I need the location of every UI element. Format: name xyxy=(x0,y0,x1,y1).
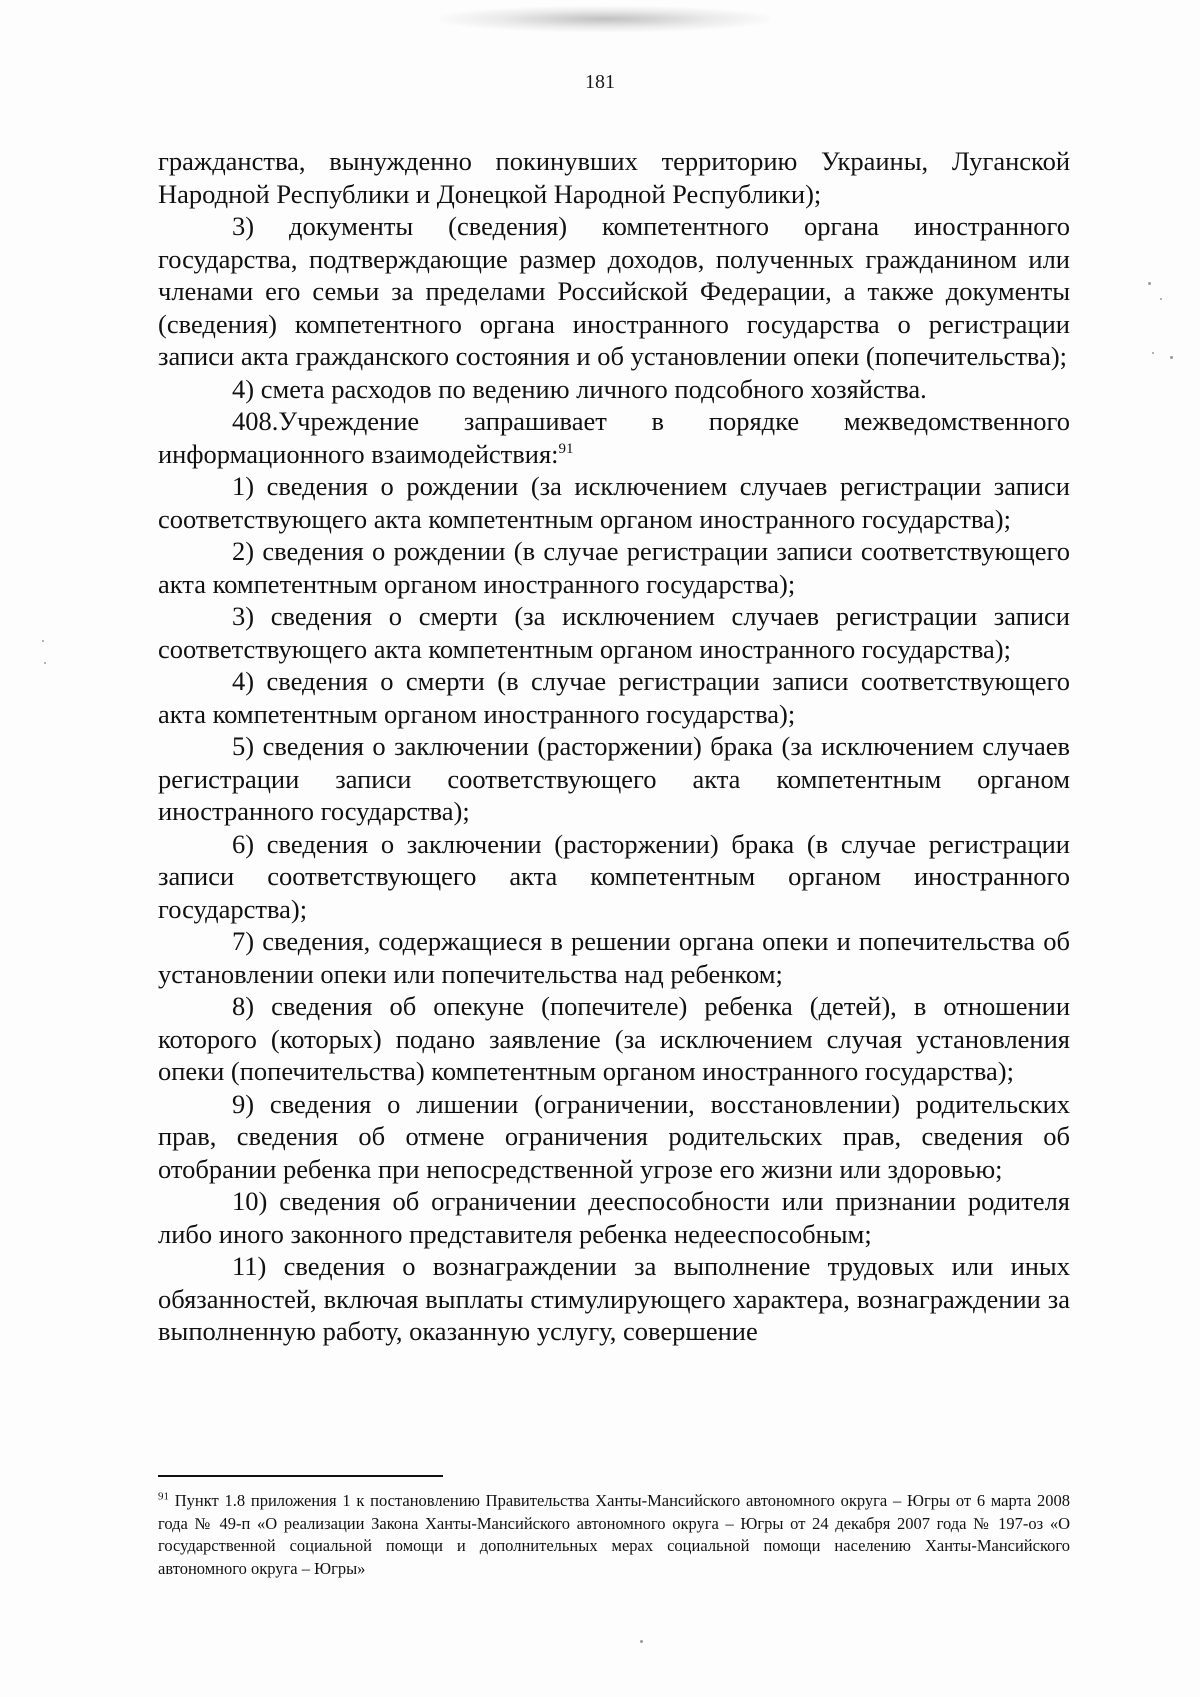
paragraph xyxy=(158,730,1070,828)
scan-speck xyxy=(1152,352,1154,354)
paragraph xyxy=(158,373,1070,406)
footnote xyxy=(158,1490,1070,1580)
paragraph xyxy=(158,828,1070,926)
paragraph xyxy=(158,990,1070,1088)
paragraph-text: 11) сведения о вознаграждении за выполнение трудовых или иных обязанностей, включая выплаты стимулирующего характера, вознаграждении за выполненную работу, оказанную услугу, совершение xyxy=(158,1251,1070,1346)
paragraph xyxy=(158,1250,1070,1348)
paragraph-text: 7) сведения, содержащиеся в решении органа опеки и попечительства об установлении опеки или попечительства над ребенком; xyxy=(158,926,1070,989)
footnote-text: Пункт 1.8 приложения 1 к постановлению Правительства Ханты-Мансийского автономного округа – Югры от 6 марта 2008 года № 49-п «О реализации Закона Ханты-Мансийского автономного округа – Югры от 24 декабря 2007 года № 197-оз «О государственной социальной помощи и дополнительных мерах социальной помощи населению Ханты-Мансийского автономного округа – Югры» xyxy=(158,1491,1070,1578)
paragraph xyxy=(158,925,1070,990)
paragraph xyxy=(158,1185,1070,1250)
paragraph xyxy=(158,210,1070,373)
paragraph-text: 3) сведения о смерти (за исключением случаев регистрации записи соответствующего акта компетентным органом иностранного государства); xyxy=(158,601,1070,664)
paragraph-text: 9) сведения о лишении (ограничении, восстановлении) родительских прав, сведения об отмене ограничения родительских прав, сведения об отобрании ребенка при непосредственной угрозе его жизни или здоровью; xyxy=(158,1088,1070,1184)
paragraph xyxy=(158,405,1070,470)
page-number: 181 xyxy=(585,71,615,93)
scan-speck xyxy=(1148,282,1151,285)
paragraph xyxy=(158,1088,1070,1186)
footnote-marker: 91 xyxy=(158,1490,169,1503)
footnote-reference: 91 xyxy=(558,440,574,457)
paragraph-text: 3) документы (сведения) компетентного органа иностранного государства, подтверждающие размер доходов, полученных гражданином или членами его семьи за пределами Российской Федерации, а также документы (сведения) компетентного органа иностранного государства о регистрации записи акта гражданского состояния и об установлении опеки (попечительства); xyxy=(158,211,1070,371)
paragraph xyxy=(158,470,1070,535)
paragraph-text: 5) сведения о заключении (расторжении) брака (за исключением случаев регистрации записи соответствующего акта компетентным органом иностранного государства); xyxy=(158,731,1070,826)
paragraph xyxy=(158,535,1070,600)
paragraph-text: гражданства, вынужденно покинувших территорию Украины, Луганской Народной Республики и Донецкой Народной Республики); xyxy=(158,146,1070,209)
scan-speck xyxy=(1160,298,1162,300)
paragraph-text: 4) смета расходов по ведению личного подсобного хозяйства. xyxy=(232,373,927,404)
paragraph-text: 10) сведения об ограничении дееспособности или признании родителя либо иного законного представителя ребенка недееспособным; xyxy=(158,1186,1070,1249)
paragraph-text: 408.Учреждение запрашивает в порядке межведомственного информационного взаимодействия: xyxy=(158,406,1070,469)
scan-speck xyxy=(640,1640,643,1643)
scan-smudge xyxy=(440,6,770,32)
paragraph-text: 4) сведения о смерти (в случае регистрации записи соответствующего акта компетентным органом иностранного государства); xyxy=(158,666,1070,729)
scan-speck xyxy=(1170,356,1173,359)
paragraph-text: 6) сведения о заключении (расторжении) брака (в случае регистрации записи соответствующего акта компетентным органом иностранного государства); xyxy=(158,828,1070,924)
paragraph-text: 2) сведения о рождении (в случае регистрации записи соответствующего акта компетентным органом иностранного государства); xyxy=(158,536,1070,599)
paragraph-text: 8) сведения об опекуне (попечителе) ребенка (детей), в отношении которого (которых) подано заявление (за исключением случая установления опеки (попечительства) компетентным органом иностранного государства); xyxy=(158,991,1070,1086)
document-body xyxy=(158,145,1070,1348)
scan-speck xyxy=(42,640,44,642)
paragraph xyxy=(158,665,1070,730)
scan-speck xyxy=(44,662,46,664)
paragraph-text: 1) сведения о рождении (за исключением случаев регистрации записи соответствующего акта компетентным органом иностранного государства); xyxy=(158,471,1070,534)
footnote-divider xyxy=(158,1475,443,1477)
paragraph xyxy=(158,600,1070,665)
paragraph xyxy=(158,145,1070,210)
